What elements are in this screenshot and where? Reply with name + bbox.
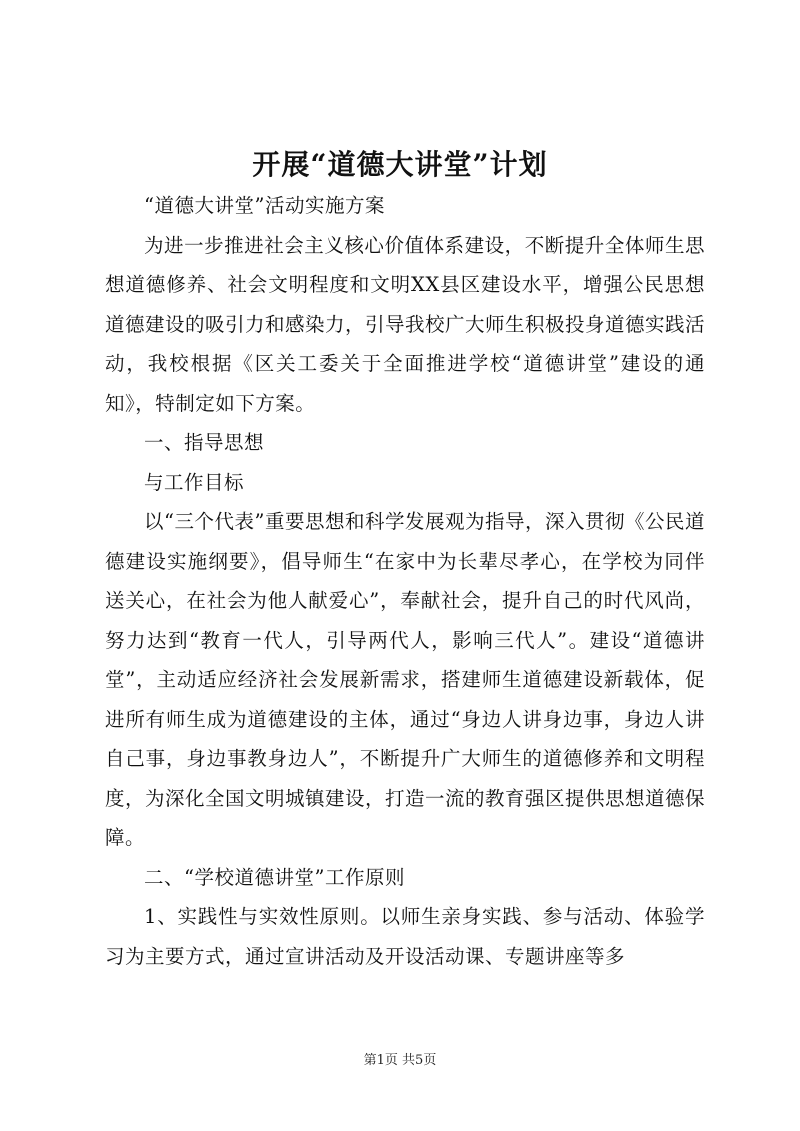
paragraph-plan-name: “道德大讲堂”活动实施方案 — [144, 194, 385, 217]
heading-guiding-thought: 一、指导思想 — [144, 431, 265, 454]
heading-work-goals: 与工作目标 — [144, 470, 245, 494]
paragraph-intro: 为进一步推进社会主义核心价值体系建设，不断提升全体师生思想道德修养、社会文明程度和文明XX县区建设水平，增强公民思想道德建设的吸引力和感染力，引导我校广大师生积极投身道德实践活动，我校根据《区关工委关于全面推进学校“道德讲堂”建设的通知》，特制定如下方案。 — [105, 233, 706, 415]
paragraph-principle-1: 1、实践性与实效性原则。以师生亲身实践、参与活动、体验学习为主要方式，通过宣讲活动及开设活动课、专题讲座等多 — [105, 905, 705, 968]
page-footer: 第1页 共5页 — [363, 1053, 437, 1068]
document-body — [105, 186, 705, 976]
heading-work-principles: 二、“学校道德讲堂”工作原则 — [144, 865, 405, 889]
document-title: 开展“道德大讲堂”计划 — [252, 148, 548, 181]
paragraph-guiding-content: 以“三个代表”重要思想和科学发展观为指导，深入贯彻《公民道德建设实施纲要》，倡导师生“在家中为长辈尽孝心，在学校为同伴送关心，在社会为他人献爱心”，奉献社会，提升自己的时代风尚，努力达到“教育一代人，引导两代人，影响三代人”。建设“道德讲堂”，主动适应经济社会发展新需求，搭建师生道德建设新载体，促进所有师生成为道德建设的主体，通过“身边人讲身边事，身边人讲自己事，身边事教身边人”，不断提升广大师生的道德修养和文明程度，为深化全国文明城镇建设，打造一流的教育强区提供思想道德保障。 — [105, 510, 706, 849]
